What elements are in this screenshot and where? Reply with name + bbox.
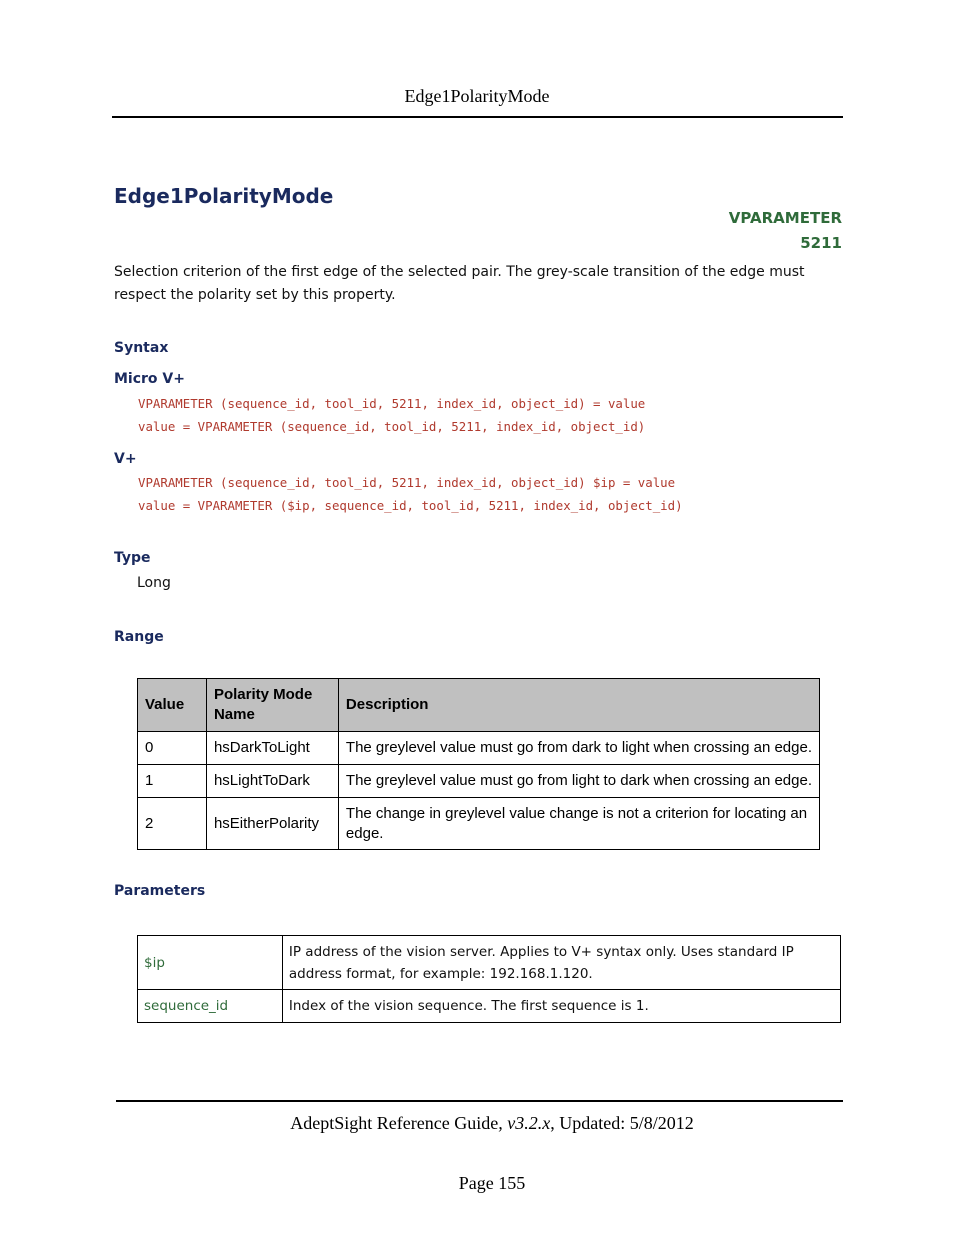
range-cell-description: The greylevel value must go from light to dark when crossing an edge. (338, 765, 819, 798)
range-header-description: Description (338, 679, 819, 732)
micro-v-heading: Micro V+ (114, 371, 185, 387)
parameter-name: $ip (138, 936, 283, 990)
range-heading: Range (114, 629, 164, 645)
vparameter-code: 5211 (800, 234, 842, 252)
running-header-title: Edge1PolarityMode (404, 86, 550, 106)
header-rule (112, 116, 843, 118)
v-plus-syntax-line-2: value = VPARAMETER ($ip, sequence_id, tool_id, 5211, index_id, object_id) (138, 498, 683, 513)
range-header-value: Value (138, 679, 207, 732)
v-plus-syntax-line-1: VPARAMETER (sequence_id, tool_id, 5211, index_id, object_id) $ip = value (138, 475, 676, 490)
range-cell-value: 1 (138, 765, 207, 798)
page-number: Page 155 (458, 1173, 526, 1193)
parameter-description: Index of the vision sequence. The first sequence is 1. (282, 990, 840, 1023)
syntax-heading: Syntax (114, 340, 169, 356)
table-row (138, 990, 841, 1023)
table-row (138, 936, 841, 990)
type-heading: Type (114, 550, 151, 566)
table-row (138, 765, 820, 798)
micro-v-syntax-line-2: value = VPARAMETER (sequence_id, tool_id, 5211, index_id, object_id) (138, 419, 646, 434)
parameter-name: sequence_id (138, 990, 283, 1023)
footer-rule (116, 1100, 843, 1102)
range-table (137, 678, 820, 850)
micro-v-syntax-line-1: VPARAMETER (sequence_id, tool_id, 5211, index_id, object_id) = value (138, 396, 646, 411)
parameter-description: IP address of the vision server. Applies to V+ syntax only. Uses standard IP address format, for example: 192.168.1.120. (282, 936, 840, 990)
range-table-header-row (138, 679, 820, 732)
range-cell-value: 0 (138, 732, 207, 765)
range-cell-name: hsLightToDark (206, 765, 338, 798)
range-cell-name: hsEitherPolarity (206, 798, 338, 850)
footer-version: , v3.2.x (498, 1113, 551, 1133)
table-row (138, 798, 820, 850)
page-title: Edge1PolarityMode (114, 184, 334, 208)
footer-updated: , Updated: 5/8/2012 (550, 1113, 694, 1133)
parameters-heading: Parameters (114, 883, 206, 899)
range-header-polarity-mode-name: Polarity Mode Name (206, 679, 338, 732)
footer-guide-line (0, 1113, 954, 1134)
footer-guide-title: AdeptSight Reference Guide (290, 1113, 499, 1133)
vparameter-label: VPARAMETER (728, 209, 842, 227)
type-value: Long (137, 575, 171, 591)
range-cell-description: The greylevel value must go from dark to light when crossing an edge. (338, 732, 819, 765)
parameters-table (137, 935, 841, 1023)
table-row (138, 732, 820, 765)
v-plus-heading: V+ (114, 451, 137, 467)
range-cell-value: 2 (138, 798, 207, 850)
property-description: Selection criterion of the first edge of the selected pair. The grey-scale transition of the edge must respect the polarity set by this property. (114, 264, 805, 303)
range-cell-name: hsDarkToLight (206, 732, 338, 765)
range-cell-description: The change in greylevel value change is not a criterion for locating an edge. (338, 798, 819, 850)
